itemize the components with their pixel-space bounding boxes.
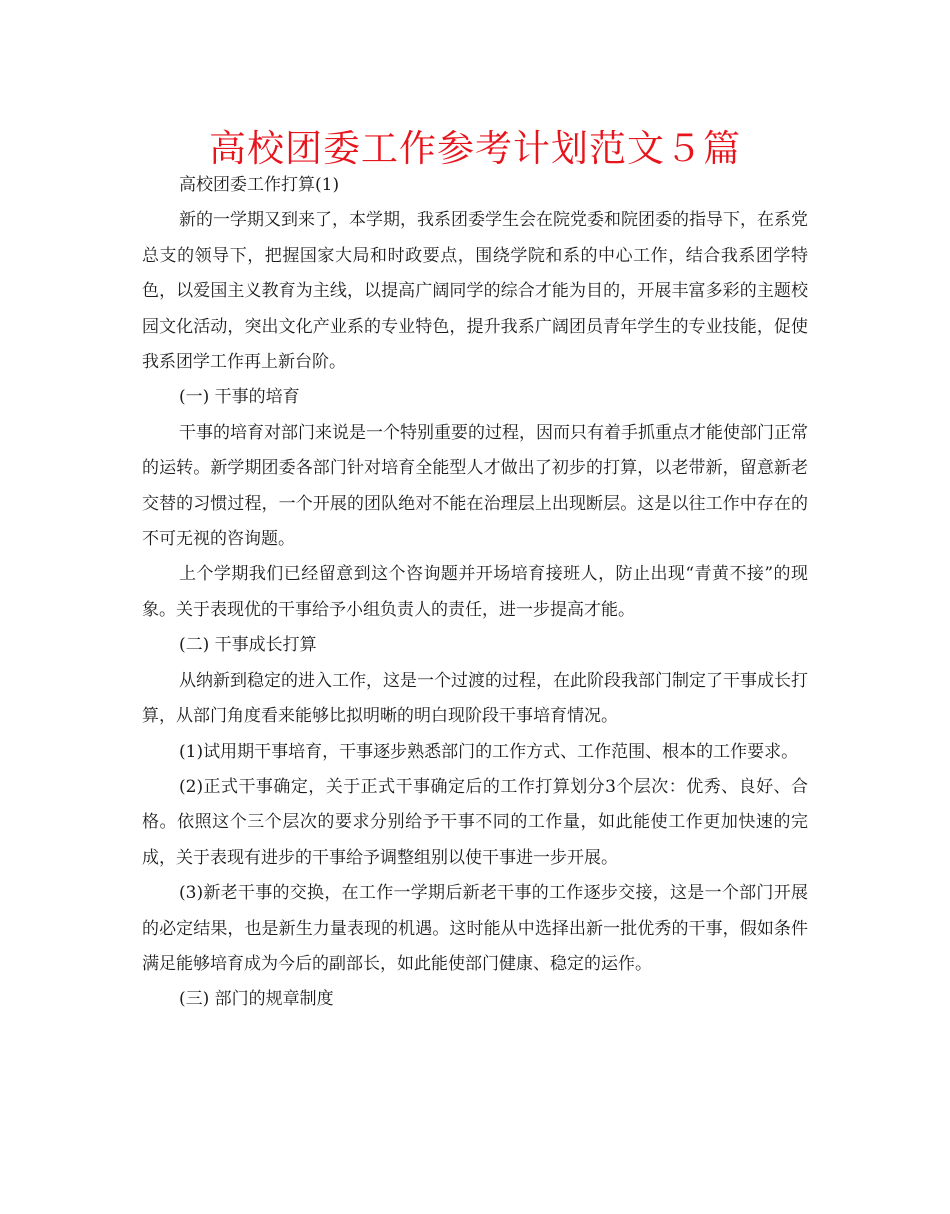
- section-heading: (二) 干事成长打算: [179, 635, 317, 656]
- paragraph: 新的一学期又到来了，本学期，我系团委学生会在院党委和院团委的指导下，在系党总支的领导下，把握国家大局和时政要点，围绕学院和系的中心工作，结合我系团学特色，以爱国主义教育为主线，以提高广阔同学的综合才能为目的，开展丰富多彩的主题校园文化活动，突出文化产业系的专业特色，提升我系广阔团员青年学生的专业技能，促使我系团学工作再上新台阶。: [142, 210, 808, 373]
- list-item: (3)新老干事的交换，在工作一学期后新老干事的工作逐步交接，这是一个部门开展的必定结果，也是新生力量表现的机遇。这时能从中选择出新一批优秀的干事，假如条件满足能够培育成为今后的副部长，如此能使部门健康、稳定的运作。: [142, 883, 808, 974]
- paragraph: 干事的培育对部门来说是一个特别重要的过程，因而只有着手抓重点才能使部门正常的运转。新学期团委各部门针对培育全能型人才做出了初步的打算，以老带新，留意新老交替的习惯过程，一个开展的团队绝对不能在治理层上出现断层。这是以往工作中存在的不可无视的咨询题。: [142, 422, 808, 550]
- paragraph: 从纳新到稳定的进入工作，这是一个过渡的过程，在此阶段我部门制定了干事成长打算，从部门角度看来能够比拟明晰的明白现阶段干事培育情况。: [142, 670, 808, 727]
- list-item: (1)试用期干事培育，干事逐步熟悉部门的工作方式、工作范围、根本的工作要求。: [179, 741, 799, 762]
- section-heading: (三) 部门的规章制度: [179, 989, 334, 1010]
- list-item: (2)正式干事确定，关于正式干事确定后的工作打算划分3个层次：优秀、良好、合格。依照这个三个层次的要求分别给予干事不同的工作量，如此能使工作更加快速的完成，关于表现有进步的干事给予调整组别以使干事进一步开展。: [142, 776, 808, 868]
- section-heading: 高校团委工作打算(1): [179, 175, 340, 195]
- paragraph: 上个学期我们已经留意到这个咨询题并开场培育接班人，防止出现“青黄不接”的现象。关于表现优的干事给予小组负责人的责任，进一步提高才能。: [142, 564, 808, 620]
- section-heading: (一) 干事的培育: [179, 387, 300, 408]
- document-body: [142, 168, 808, 1018]
- document-title: 高校团委工作参考计划范文５篇: [209, 127, 741, 170]
